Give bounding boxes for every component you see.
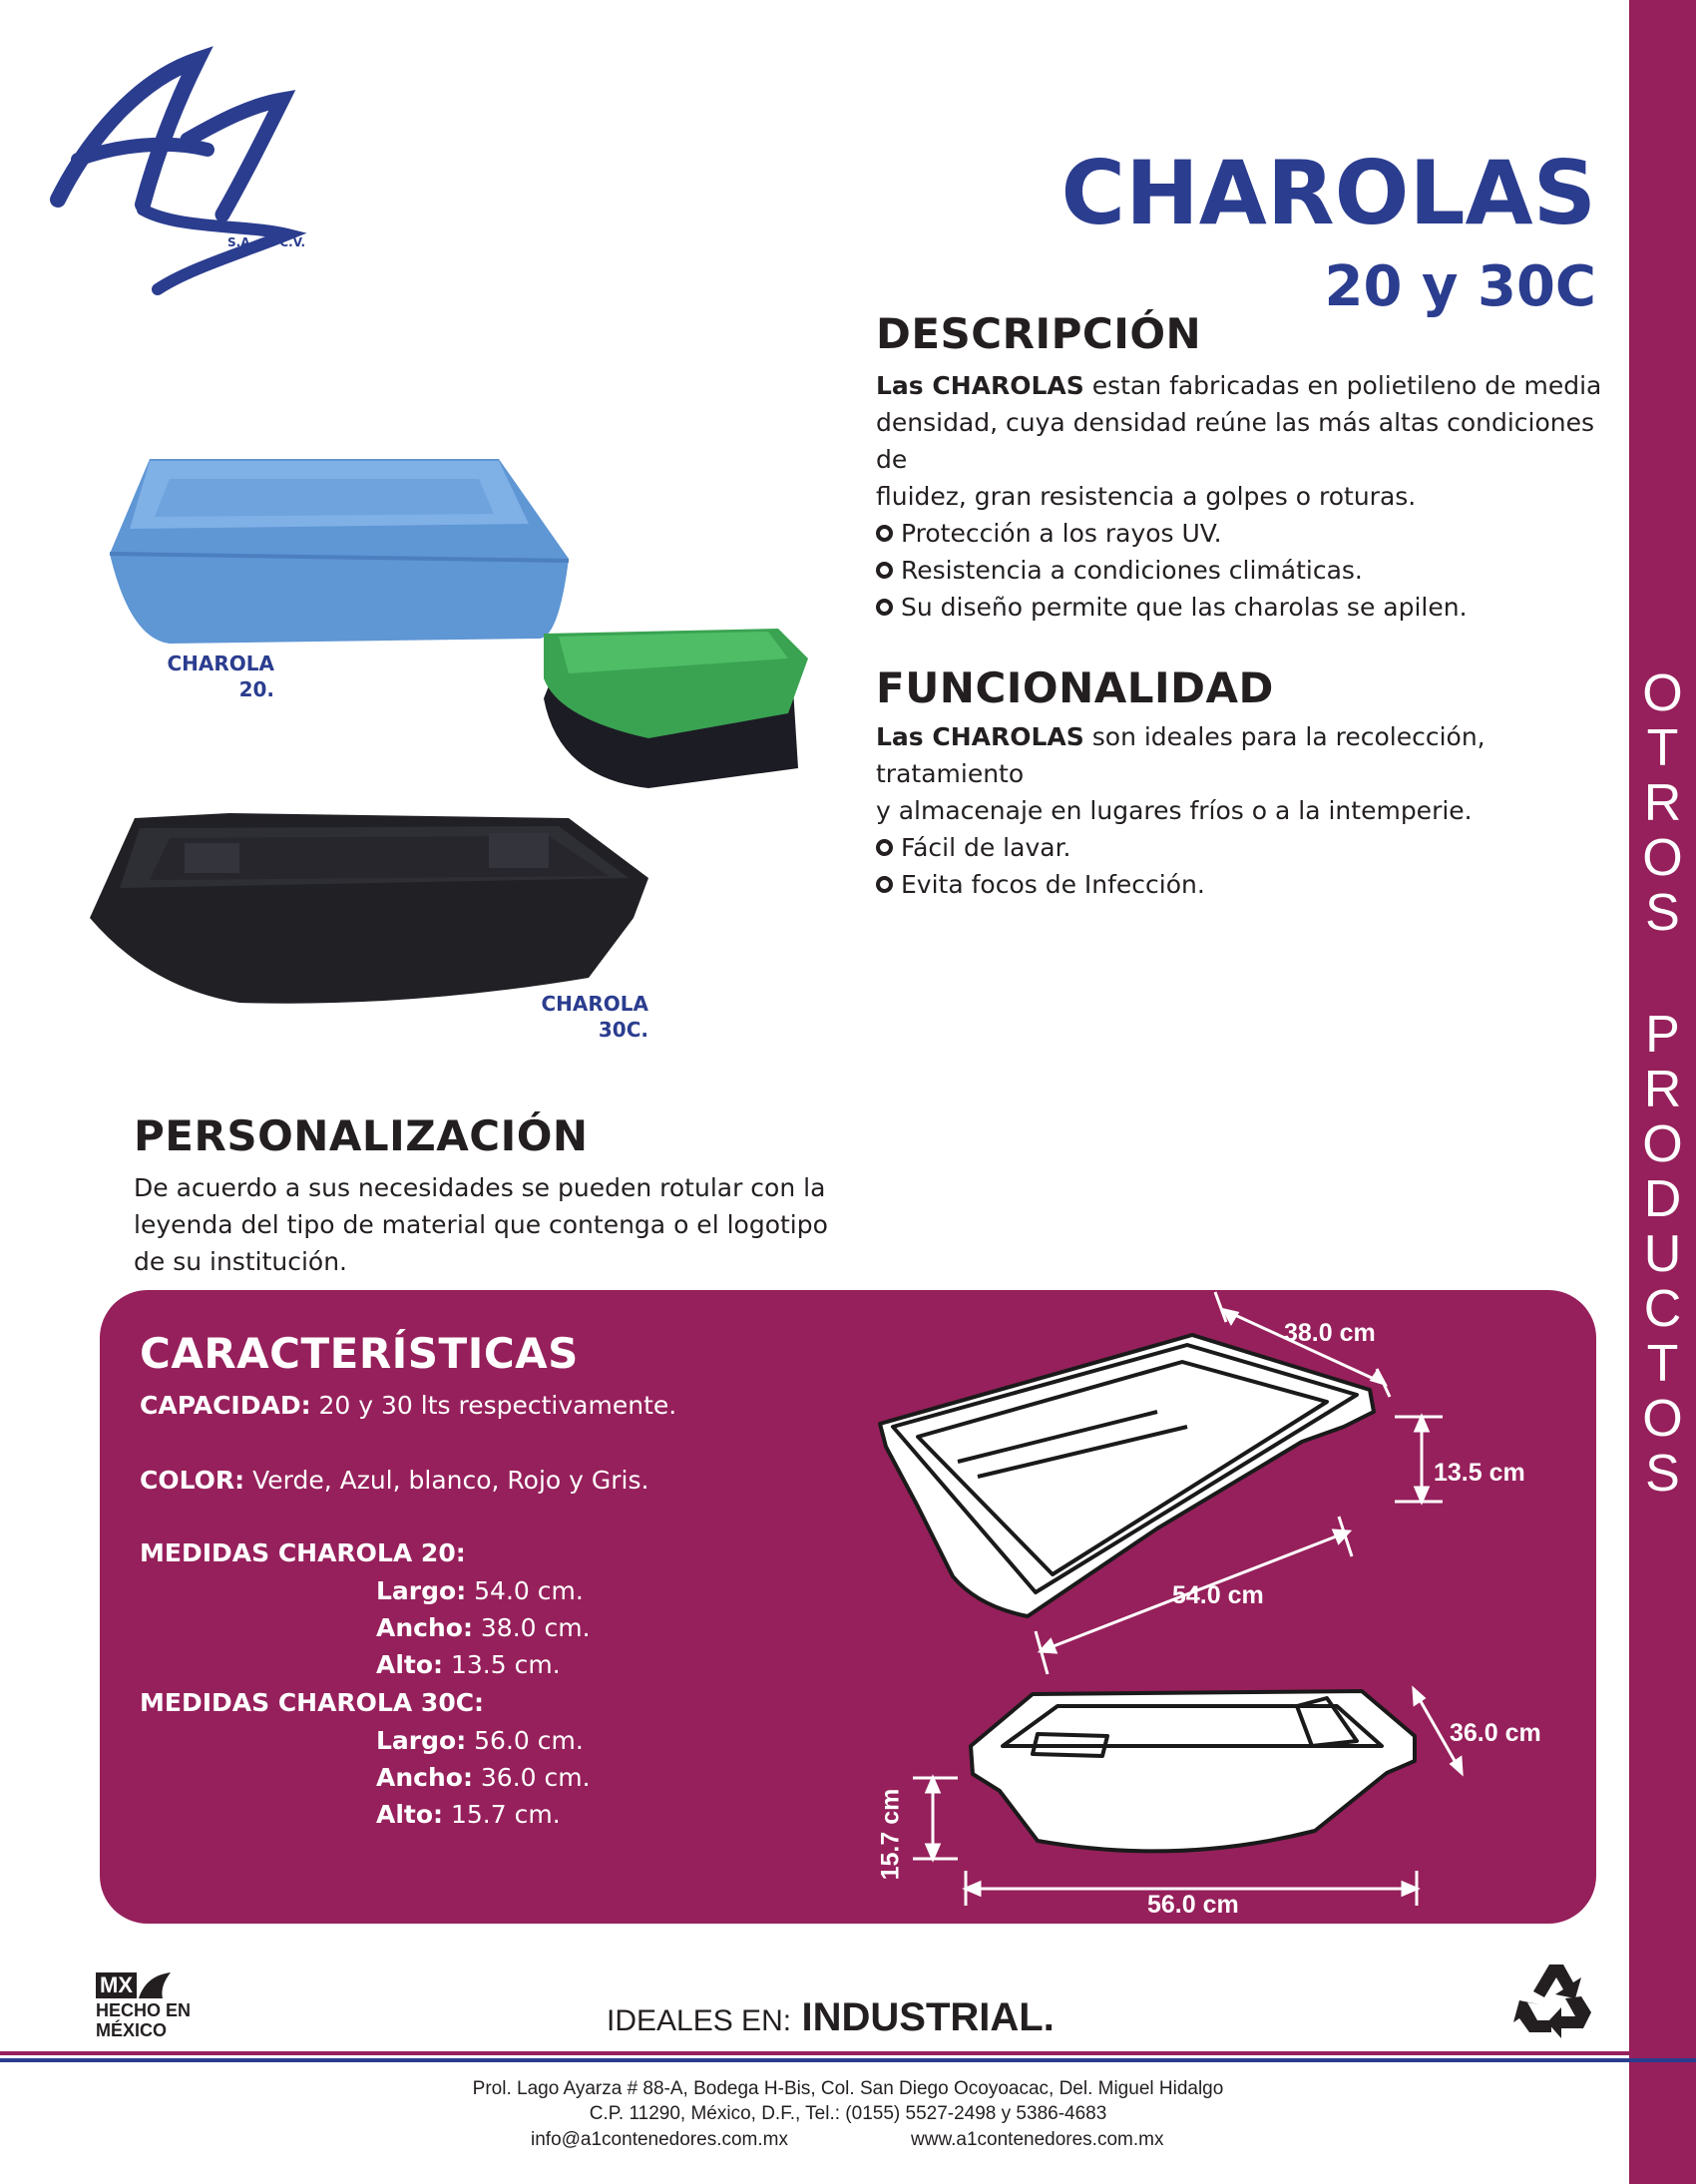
funcionalidad-text <box>876 718 1614 903</box>
blue-tray-image <box>110 459 569 644</box>
medidas20-heading: MEDIDAS CHAROLA 20: <box>140 1538 466 1567</box>
medidas20-list <box>376 1572 591 1683</box>
a1-logo-mark <box>48 40 307 299</box>
sidebar-letter: O <box>1642 1390 1683 1448</box>
hecho-en-mexico-logo <box>96 1970 196 2040</box>
descripcion-heading: DESCRIPCIÓN <box>876 309 1202 358</box>
footer-address-1: Prol. Lago Ayarza # 88-A, Bodega H-Bis, Col. San Diego Ocoyoacac, Del. Miguel Hidalgo <box>472 2078 1224 2099</box>
bullet-icon <box>876 876 893 893</box>
bullet-icon <box>876 599 893 616</box>
descripcion-lead: Las CHAROLAS <box>876 371 1084 400</box>
funcionalidad-line1: son ideales para la recolección, tratamiento <box>876 722 1485 788</box>
sidebar-letter: R <box>1643 1061 1682 1118</box>
recycle-icon <box>1511 1961 1601 2040</box>
bullet-icon <box>876 839 893 856</box>
footer-web[interactable]: www.a1contenedores.com.mx <box>911 2129 1164 2150</box>
ideales-value: INDUSTRIAL. <box>801 1995 1055 2039</box>
bullet-icon <box>876 562 893 579</box>
list-item: Ancho: 38.0 cm. <box>376 1613 591 1642</box>
a1-logo <box>48 40 307 299</box>
footer-divider-blue <box>0 2058 1696 2062</box>
sidebar-letter: P <box>1645 1006 1680 1064</box>
sidebar-otros-productos <box>1629 0 1696 2184</box>
eagle-icon <box>137 1970 173 2000</box>
list-item: Protección a los rayos UV. <box>876 515 1614 552</box>
dim-20-alto: 13.5 cm <box>1434 1459 1525 1487</box>
black-tray-image <box>90 813 648 1004</box>
hecho-line1: HECHO EN <box>96 2000 192 2020</box>
list-item: Alto: 15.7 cm. <box>376 1800 561 1829</box>
logo-tagline: S.A. de C.V. <box>227 235 306 249</box>
color-row: COLOR: Verde, Azul, blanco, Rojo y Gris. <box>140 1466 649 1495</box>
hecho-line2: MÉXICO <box>96 2020 168 2040</box>
list-item: Largo: 54.0 cm. <box>376 1576 584 1605</box>
capacidad-row: CAPACIDAD: 20 y 30 lts respectivamente. <box>140 1391 677 1420</box>
list-item: Fácil de lavar. <box>876 829 1614 866</box>
medidas30-heading: MEDIDAS CHAROLA 30C: <box>140 1688 485 1717</box>
page-title: CHAROLAS <box>1060 142 1596 244</box>
list-item: Su diseño permite que las charolas se apilen. <box>876 589 1614 626</box>
funcionalidad-heading: FUNCIONALIDAD <box>876 663 1274 712</box>
funcionalidad-lead: Las CHAROLAS <box>876 722 1084 751</box>
sidebar-letter: S <box>1645 884 1680 942</box>
sidebar-letter: U <box>1643 1225 1682 1283</box>
sidebar-word-otros <box>1629 666 1696 941</box>
caption-charola-20: CHAROLA 20. <box>167 652 274 701</box>
dim-30-ancho: 36.0 cm <box>1450 1719 1541 1747</box>
funcionalidad-line2: y almacenaje en lugares fríos o a la intemperie. <box>876 796 1473 825</box>
ideales-en <box>607 1995 1055 2040</box>
green-tray-image <box>544 629 808 788</box>
caption-charola-30c: CHAROLA 30C. <box>541 992 648 1042</box>
dim-30-alto: 15.7 cm <box>876 1788 905 1881</box>
sidebar-letter: T <box>1646 719 1679 777</box>
sidebar-letter: S <box>1645 1445 1680 1503</box>
medidas30-list <box>376 1722 591 1833</box>
mx-badge: MX <box>96 1972 137 1998</box>
bullet-icon <box>876 525 893 542</box>
descripcion-line3: fluidez, gran resistencia a golpes o roturas. <box>876 482 1417 511</box>
list-item: Evita focos de Infección. <box>876 866 1614 903</box>
dim-20-largo: 54.0 cm <box>1172 1581 1264 1609</box>
dim-20-ancho: 38.0 cm <box>1284 1319 1376 1347</box>
list-item: Alto: 13.5 cm. <box>376 1650 561 1679</box>
sidebar-letter: D <box>1643 1170 1682 1228</box>
page-subtitle: 20 y 30C <box>1324 254 1596 319</box>
sidebar-word-productos <box>1629 1008 1696 1502</box>
descripcion-line1: estan fabricadas en polietileno de media <box>1083 371 1602 400</box>
descripcion-line2: densidad, cuya densidad reúne las más altas condiciones de <box>876 408 1595 474</box>
footer-email[interactable]: info@a1contenedores.com.mx <box>531 2129 788 2150</box>
dim-30-largo: 56.0 cm <box>1147 1891 1239 1919</box>
sidebar-letter: O <box>1642 829 1683 887</box>
descripcion-text <box>876 367 1614 626</box>
footer-address-2: C.P. 11290, México, D.F., Tel.: (0155) 5527-2498 y 5386-4683 <box>589 2103 1107 2124</box>
footer-divider-magenta <box>0 2051 1629 2055</box>
list-item: Ancho: 36.0 cm. <box>376 1763 591 1792</box>
sidebar-letter: T <box>1646 1335 1679 1393</box>
sidebar-letter: O <box>1642 1115 1683 1173</box>
list-item: Largo: 56.0 cm. <box>376 1726 584 1755</box>
sidebar-letter: O <box>1642 664 1683 722</box>
list-item: Resistencia a condiciones climáticas. <box>876 552 1614 589</box>
product-photos <box>90 449 848 1008</box>
sidebar-letter: C <box>1643 1280 1682 1338</box>
caracteristicas-heading: CARACTERÍSTICAS <box>140 1329 579 1378</box>
sidebar-letter: R <box>1643 774 1682 832</box>
ideales-label: IDEALES EN: <box>607 2004 792 2037</box>
personalizacion-heading: PERSONALIZACIÓN <box>134 1111 589 1160</box>
personalizacion-text: De acuerdo a sus necesidades se pueden rotular con la leyenda del tipo de material que contenga o el logotipo de su institución. <box>134 1173 828 1276</box>
